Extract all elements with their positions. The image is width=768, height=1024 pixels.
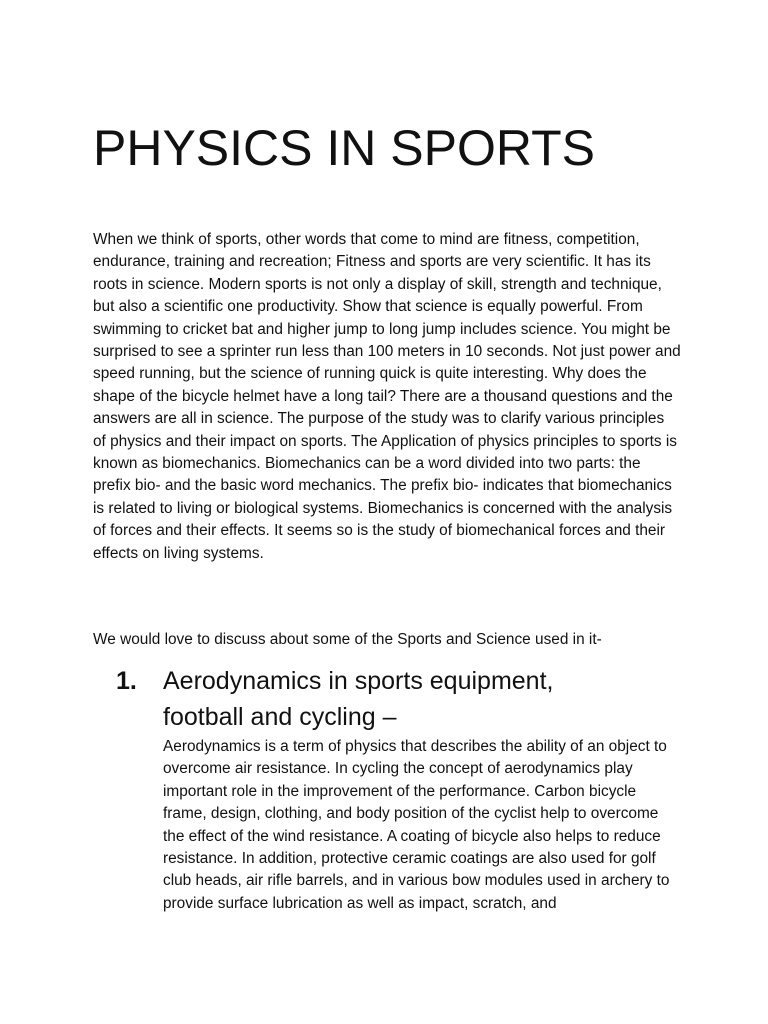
document-title: PHYSICS IN SPORTS: [93, 120, 595, 176]
section-number: 1.: [116, 667, 137, 695]
section-heading: Aerodynamics in sports equipment, football and cycling –: [163, 667, 554, 731]
intro-paragraph: When we think of sports, other words that come to mind are fitness, competition, endurance, training and recreation; Fitness and sports are very scientific. It has its roots in science. Modern sports is not only a display of skill, strength and technique, but also a scientific one productivity. Show that science is equally powerful. From swimming to cricket bat and higher jump to long jump includes science. You might be surprised to see a sprinter run less than 100 meters in 10 seconds. Not just power and speed running, but the science of running quick is quite interesting. Why does the shape of the bicycle helmet have a long tail? There are a thousand questions and the answers are all in science. The purpose of the study was to clarify various principles of physics and their impact on sports. The Application of physics principles to sports is known as biomechanics. Biomechanics can be a word divided into two parts: the prefix bio- and the basic word mechanics. The prefix bio- indicates that biomechanics is related to living or biological systems. Biomechanics is concerned with the analysis of forces and their effects. It seems so is the study of biomechanical forces and their effects on living systems.: [93, 231, 681, 562]
lead-paragraph: We would love to discuss about some of the Sports and Science used in it-: [93, 631, 602, 648]
section-body: Aerodynamics is a term of physics that describes the ability of an object to overcome air resistance. In cycling the concept of aerodynamics play important role in the improvement of the performance. Carbon bicycle frame, design, clothing, and body position of the cyclist help to overcome the effect of the wind resistance. A coating of bicycle also helps to reduce resistance. In addition, protective ceramic coatings are also used for golf club heads, air rifle barrels, and in various bow modules used in archery to provide surface lubrication as well as impact, scratch, and: [163, 738, 670, 912]
